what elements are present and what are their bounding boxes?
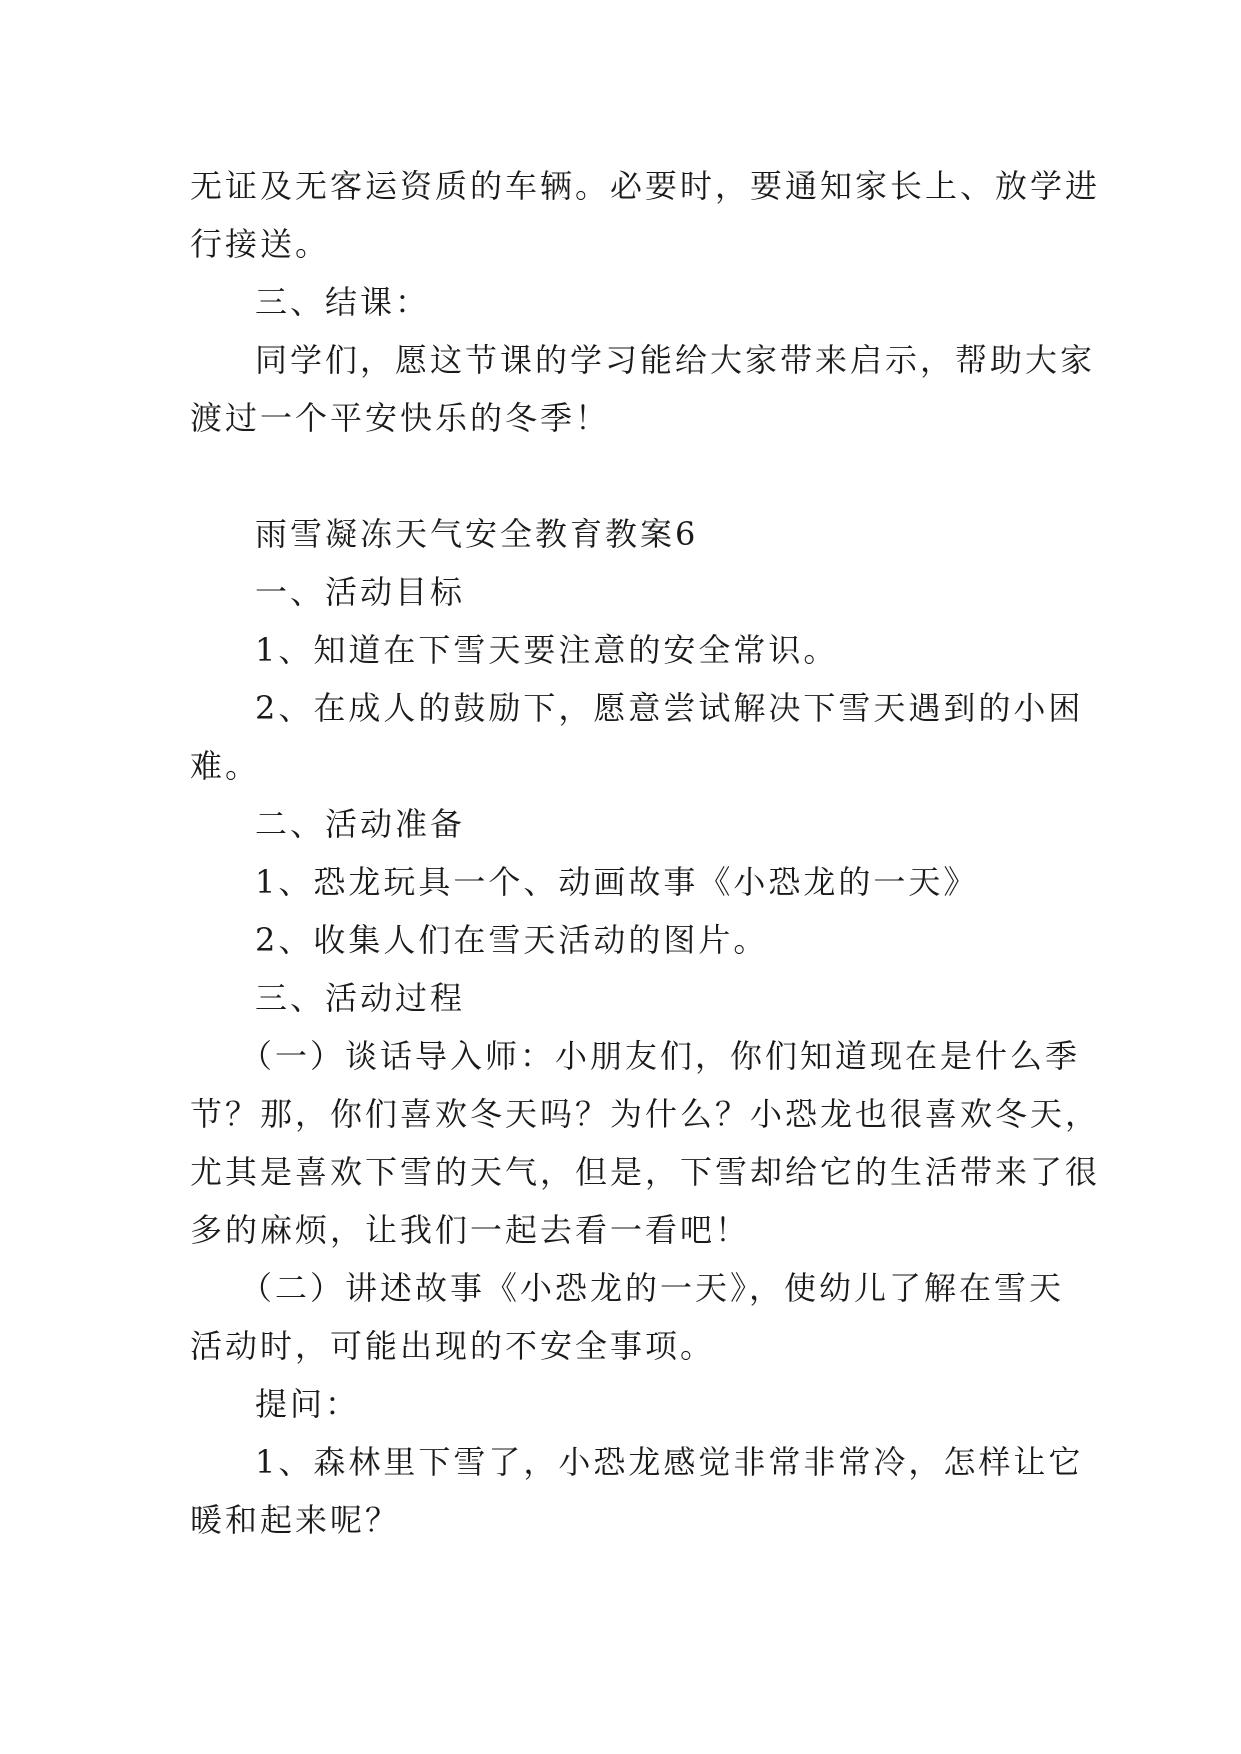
text-line: 节？那，你们喜欢冬天吗？为什么？小恐龙也很喜欢冬天，	[190, 1095, 1101, 1133]
document-title: 雨雪凝冻天气安全教育教案6	[255, 515, 699, 553]
section-heading: 三、结课：	[255, 283, 431, 321]
text-line: 多的麻烦，让我们一起去看一看吧！	[190, 1211, 751, 1249]
text-line: （二）讲述故事《小恐龙的一天》，使幼儿了解在雪天	[240, 1269, 1065, 1307]
text-line: 1、知道在下雪天要注意的安全常识。	[255, 631, 839, 669]
text-line: 1、森林里下雪了，小恐龙感觉非常非常冷，怎样让它	[255, 1443, 1084, 1481]
text-line: 难。	[190, 747, 261, 785]
text-line: 渡过一个平安快乐的冬季！	[190, 399, 611, 437]
section-heading: 三、活动过程	[255, 979, 466, 1017]
text-line: （一）谈话导入师：小朋友们，你们知道现在是什么季	[240, 1037, 1081, 1075]
section-heading: 二、活动准备	[255, 805, 466, 843]
text-line: 无证及无客运资质的车辆。必要时，要通知家长上、放学进	[190, 167, 1101, 205]
text-line: 暖和起来呢？	[190, 1501, 401, 1539]
text-line: 提问：	[255, 1385, 361, 1423]
text-line: 1、恐龙玩具一个、动画故事《小恐龙的一天》	[255, 863, 979, 901]
text-line: 尤其是喜欢下雪的天气，但是，下雪却给它的生活带来了很	[190, 1153, 1101, 1191]
text-line: 活动时，可能出现的不安全事项。	[190, 1327, 716, 1365]
text-line: 2、收集人们在雪天活动的图片。	[255, 921, 769, 959]
text-line: 2、在成人的鼓励下，愿意尝试解决下雪天遇到的小困	[255, 689, 1084, 727]
text-line: 行接送。	[190, 225, 331, 263]
section-heading: 一、活动目标	[255, 573, 466, 611]
text-line: 同学们，愿这节课的学习能给大家带来启示，帮助大家	[255, 341, 1096, 379]
